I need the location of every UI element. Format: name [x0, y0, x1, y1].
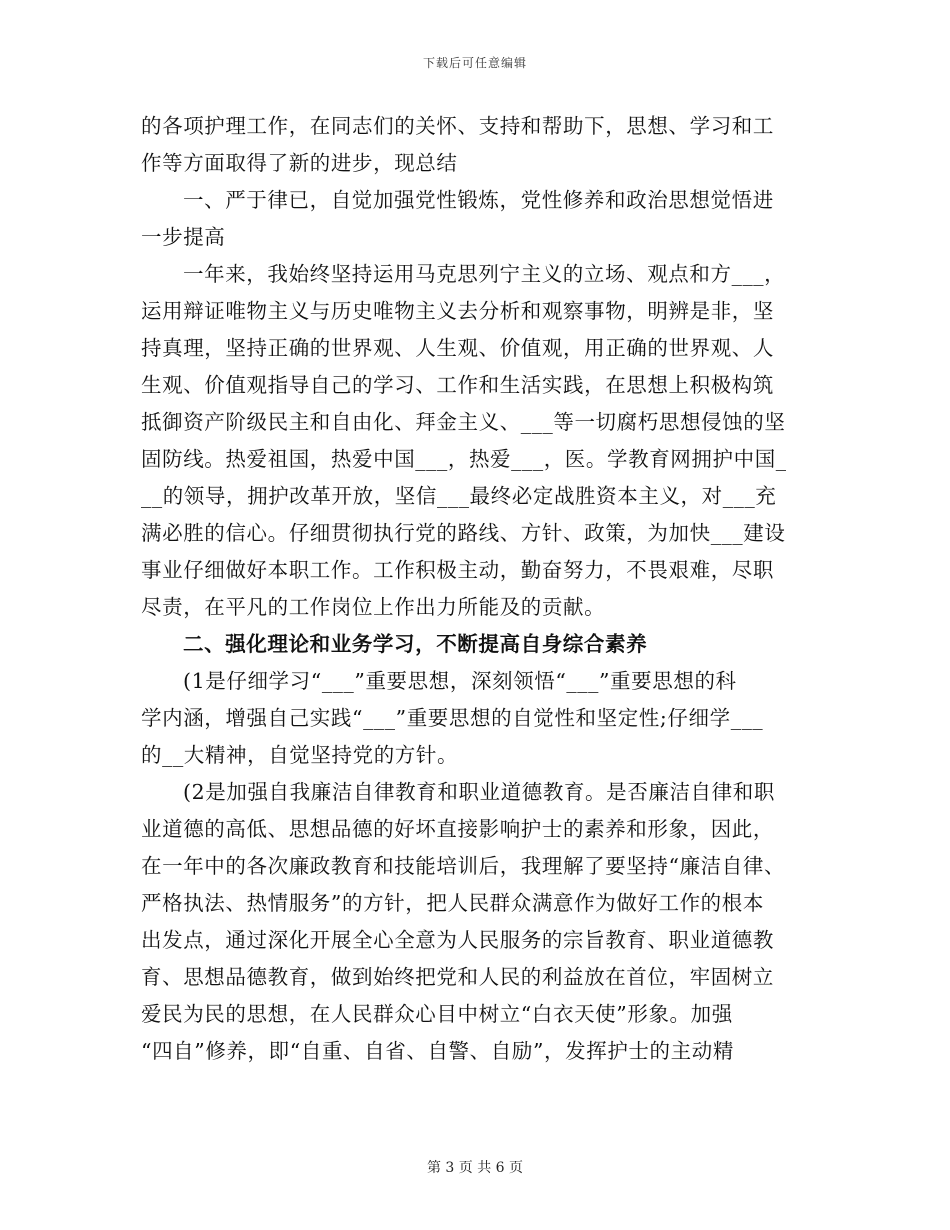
- text-line: 持真理，坚持正确的世界观、人生观、价值观，用正确的世界观、人: [141, 336, 774, 360]
- text-line: 生观、价值观指导自己的学习、工作和生活实践，在思想上积极构筑: [141, 373, 774, 397]
- text-line: __的领导，拥护改革开放，坚信___最终必定战胜资本主义，对___充: [141, 484, 777, 508]
- text-line: 业道德的高低、思想品德的好坏直接影响护士的素养和形象，因此，: [141, 817, 774, 841]
- text-line: 一、严于律已，自觉加强党性锻炼，党性修养和政治思想觉悟进: [183, 188, 774, 212]
- text-line: 一步提高: [141, 225, 226, 249]
- text-line: 的各项护理工作，在同志们的关怀、支持和帮助下，思想、学习和工: [141, 114, 774, 138]
- text-line: 抵御资产阶级民主和自由化、拜金主义、___等一切腐朽思想侵蚀的坚: [141, 410, 786, 434]
- section-heading: 二、强化理论和业务学习，不断提高自身综合素养: [183, 632, 648, 656]
- text-line: (2是加强自我廉洁自律教育和职业道德教育。是否廉洁自律和职: [183, 780, 775, 804]
- text-line: (1是仔细学习“___”重要思想，深刻领悟“___”重要思想的科: [183, 669, 737, 693]
- text-line: 育、思想品德教育，做到始终把党和人民的利益放在首位，牢固树立: [141, 965, 774, 989]
- text-line: 学内涵，增强自己实践“___”重要思想的自觉性和坚定性;仔细学___: [141, 706, 764, 730]
- text-line: 在一年中的各次廉政教育和技能培训后，我理解了要坚持“廉洁自律、: [141, 854, 786, 878]
- text-line: 一年来，我始终坚持运用马克思列宁主义的立场、观点和方___，: [183, 262, 786, 286]
- document-body: [141, 108, 811, 1070]
- text-line: 固防线。热爱祖国，热爱中国___，热爱___，医。学教育网拥护中国_: [141, 447, 787, 471]
- text-line: 作等方面取得了新的进步，现总结: [141, 151, 458, 175]
- text-line: “四自”修养，即“自重、自省、自警、自励”，发挥护士的主动精: [141, 1039, 734, 1063]
- page-number-footer: 第 3 页 共 6 页: [426, 1160, 524, 1176]
- text-line: 出发点，通过深化开展全心全意为人民服务的宗旨教育、职业道德教: [141, 928, 774, 952]
- text-line: 事业仔细做好本职工作。工作积极主动，勤奋努力，不畏艰难，尽职: [141, 558, 774, 582]
- text-line: 满必胜的信心。仔细贯彻执行党的路线、方针、政策，为加快___建设: [141, 521, 786, 545]
- text-line: 的__大精神，自觉坚持党的方针。: [141, 743, 459, 767]
- text-line: 爱民为民的思想，在人民群众心目中树立“白衣天使”形象。加强: [141, 1002, 733, 1026]
- text-line: 运用辩证唯物主义与历史唯物主义去分析和观察事物，明辨是非，坚: [141, 299, 774, 323]
- text-line: 严格执法、热情服务”的方针，把人民群众满意作为做好工作的根本: [141, 891, 764, 915]
- text-line: 尽责，在平凡的工作岗位上作出力所能及的贡献。: [141, 595, 606, 619]
- page-header-note: 下载后可任意编辑: [422, 56, 527, 70]
